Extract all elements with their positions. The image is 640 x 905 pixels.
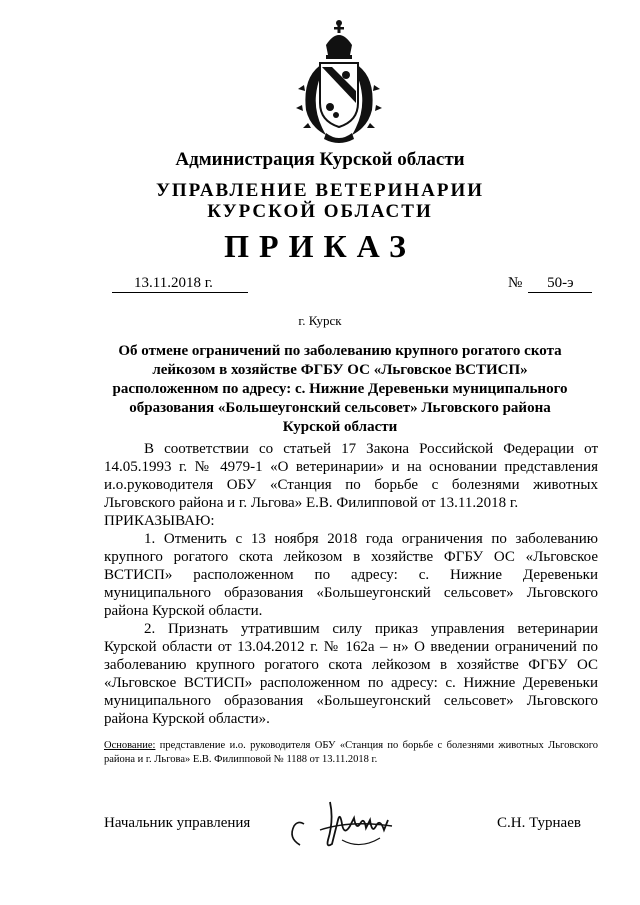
- department-line-1: УПРАВЛЕНИЕ ВЕТЕРИНАРИИ: [155, 180, 485, 201]
- document-type: ПРИКАЗ: [224, 228, 416, 264]
- department-name: [0, 180, 640, 222]
- order-item-2: 2. Признать утратившим силу приказ управления ветеринарии Курской области от 13.04.2012 г. № 162а – н» О введении ограничений по заболеванию крупного рогатого скота лейкозом в хозяйстве ФГБУ ОС «Льговское ВСТИСП» расположенном по адресу: с. Нижние Деревеньки муниципального образования «Большеугонский сельсовет» Льговского района Курской области».: [104, 621, 598, 727]
- handwritten-signature-icon: [280, 790, 420, 860]
- basis-label: Основание:: [104, 740, 156, 751]
- order-number: [508, 275, 592, 293]
- basis-note: [104, 739, 598, 767]
- department-line-2: КУРСКОЙ ОБЛАСТИ: [207, 201, 433, 222]
- order-number-label: №: [508, 275, 523, 291]
- preamble-paragraph: В соответствии со статьей 17 Закона Российской Федерации от 14.05.1993 г. № 4979-1 «О ветеринарии» и на основании представления и.о.руководителя ОБУ «Станция по борьбе с болезнями животных Льговского района и г. Льгова» Е.В. Филипповой от 13.11.2018 г.: [104, 441, 598, 511]
- basis-text: представление и.о. руководителя ОБУ «Станция по борьбе с болезнями животных Льговского района и г. Льгова» Е.В. Филипповой № 1188 от 13.11.2018 г.: [104, 740, 598, 765]
- signatory-name: С.Н. Турнаев: [497, 815, 581, 831]
- order-body: [104, 440, 598, 728]
- order-date: 13.11.2018 г.: [112, 275, 248, 293]
- order-number-value: 50-э: [528, 275, 592, 293]
- coat-of-arms-icon: [296, 15, 382, 145]
- order-title: Об отмене ограничений по заболеванию крупного рогатого скота лейкозом в хозяйстве ФГБУ ОС «Льговское ВСТИСП» расположенном по адресу: с. Нижние Деревеньки муниципального образования «Большеугонский сельсовет» Льговского района Курской области: [112, 343, 568, 435]
- order-word: ПРИКАЗЫВАЮ:: [104, 513, 215, 529]
- order-item-1: 1. Отменить с 13 ноября 2018 года ограничения по заболеванию крупного рогатого скота лейкозом в хозяйстве ФГБУ ОС «Льговское ВСТИСП» расположенном по адресу: с. Нижние Деревеньки муниципального образования «Большеугонский сельсовет» Льговского района Курской области.: [104, 531, 598, 619]
- issue-city: г. Курск: [298, 313, 342, 328]
- administration-name: Администрация Курской области: [175, 149, 465, 170]
- signatory-position: Начальник управления: [104, 815, 251, 831]
